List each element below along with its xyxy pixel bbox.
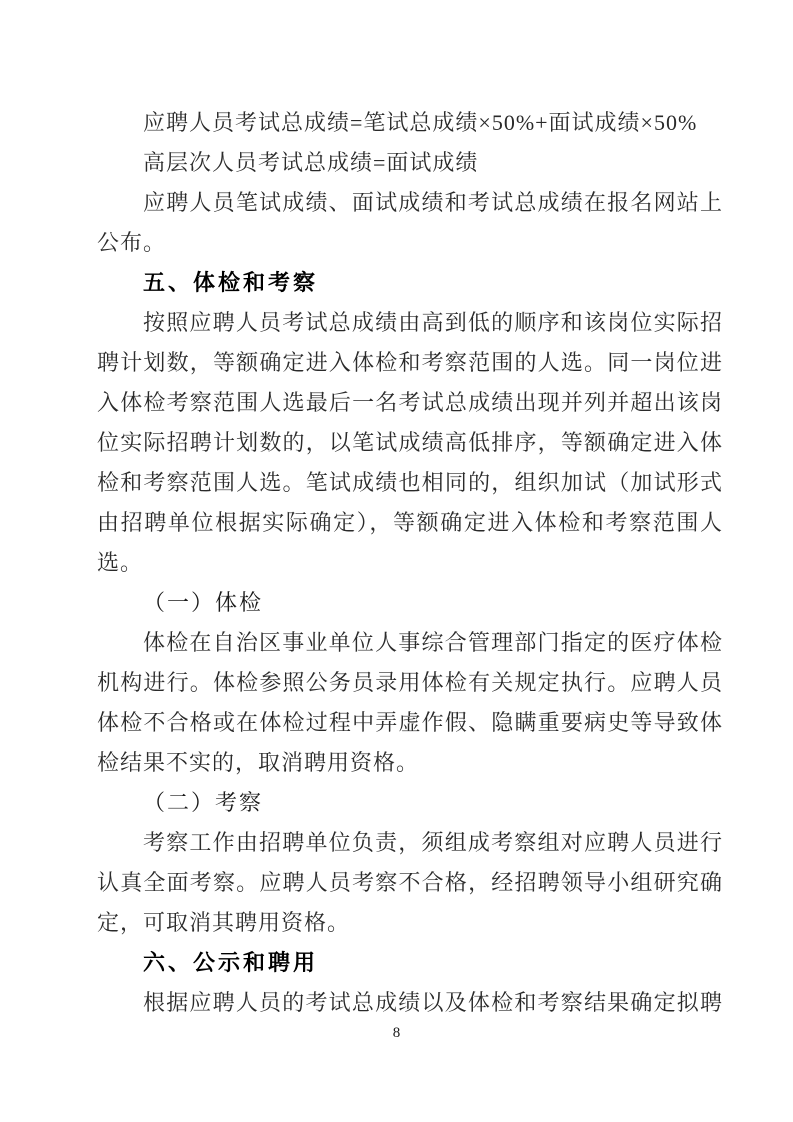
doc-line: 按照应聘人员考试总成绩由高到低的顺序和该岗位实际招 <box>143 310 723 335</box>
doc-line: 机构进行。体检参照公务员录用体检有关规定执行。应聘人员 <box>97 670 723 695</box>
doc-line: 公布。 <box>97 230 167 255</box>
doc-line: 体检在自治区事业单位人事综合管理部门指定的医疗体检 <box>143 630 723 655</box>
doc-line: 应聘人员考试总成绩=笔试总成绩×50%+面试成绩×50% <box>143 110 698 135</box>
doc-line: 选。 <box>97 550 144 575</box>
doc-line: 检结果不实的，取消聘用资格。 <box>97 750 420 775</box>
doc-heading: 六、公示和聘用 <box>143 950 319 975</box>
doc-line: 聘计划数，等额确定进入体检和考察范围的人选。同一岗位进 <box>97 350 723 375</box>
doc-line: 考察工作由招聘单位负责，须组成考察组对应聘人员进行 <box>143 830 723 855</box>
doc-line: 由招聘单位根据实际确定），等额确定进入体检和考察范围人 <box>97 510 723 535</box>
doc-line: 入体检考察范围人选最后一名考试总成绩出现并列并超出该岗 <box>97 390 723 415</box>
doc-line: 根据应聘人员的考试总成绩以及体检和考察结果确定拟聘 <box>143 990 723 1015</box>
doc-line: 体检不合格或在体检过程中弄虚作假、隐瞒重要病史等导致体 <box>97 710 723 735</box>
text-content <box>97 103 723 1023</box>
doc-line: 应聘人员笔试成绩、面试成绩和考试总成绩在报名网站上 <box>143 190 723 215</box>
doc-heading: （一）体检 <box>143 590 264 615</box>
doc-heading: 五、体检和考察 <box>143 270 319 295</box>
doc-line: 检和考察范围人选。笔试成绩也相同的，组织加试（加试形式 <box>97 470 723 495</box>
doc-line: 高层次人员考试总成绩=面试成绩 <box>143 150 479 175</box>
doc-line: 位实际招聘计划数的，以笔试成绩高低排序，等额确定进入体 <box>97 430 723 455</box>
doc-heading: （二）考察 <box>143 790 264 815</box>
doc-line: 认真全面考察。应聘人员考察不合格，经招聘领导小组研究确 <box>97 870 723 895</box>
doc-line: 定，可取消其聘用资格。 <box>97 910 351 935</box>
page-number: 8 <box>392 1025 401 1041</box>
